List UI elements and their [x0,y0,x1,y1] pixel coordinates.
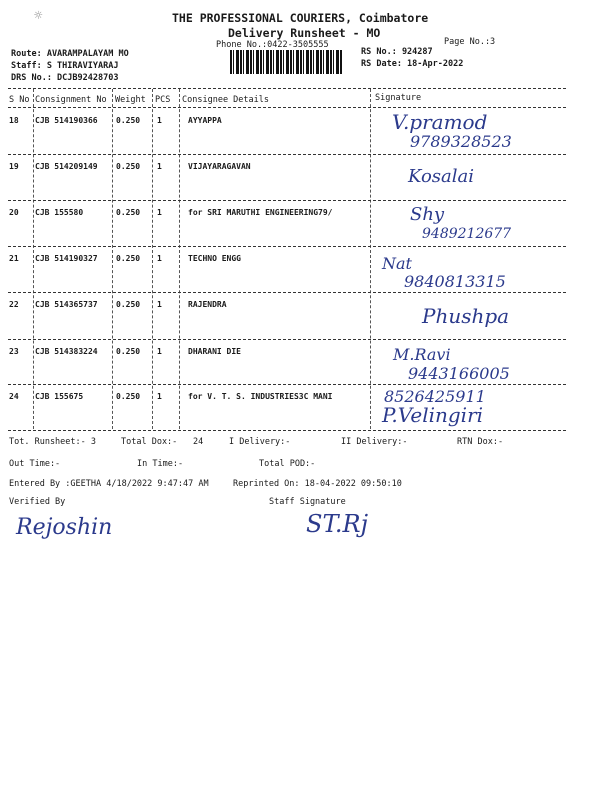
table-row-weight: 0.250 [116,208,141,217]
row-signature-phone: 8526425911 [384,387,486,406]
company-title: THE PROFESSIONAL COURIERS, Coimbatore [172,11,429,25]
total-dox-value: 24 [193,437,204,447]
table-row-weight: 0.250 [116,116,141,125]
staff-signature: ST.Rj [306,510,369,538]
logo-mark: ☼ [34,8,43,24]
table-row-consignee: VIJAYARAGAVAN [188,162,251,171]
table-row-consignee: TECHNO ENGG [188,254,241,263]
row-rule [8,292,566,293]
table-row-sno: 24 [9,392,19,401]
drs-number: DRS No.: DCJB92428703 [11,73,119,83]
row-signature: P.Velingiri [382,403,484,427]
col-separator [112,89,113,429]
col-weight: Weight [115,95,146,105]
table-row-sno: 22 [9,300,19,309]
col-pcs: PCS [155,95,171,105]
entered-by: Entered By :GEETHA 4/18/2022 9:47:47 AM [9,479,209,489]
row-signature: M.Ravi [393,345,451,364]
table-row-sno: 19 [9,162,19,171]
table-row-consignment: CJB 155580 [35,208,84,217]
table-row-consignment: CJB 514209149 [35,162,98,171]
table-row-weight: 0.250 [116,300,141,309]
total-dox-label: Total Dox:- [121,437,178,447]
phone-number: Phone No.:0422-3505555 [216,40,329,50]
runsheet-title: Delivery Runsheet - MO [228,26,381,40]
col-signature: Signature [375,93,422,103]
reprinted-on: Reprinted On: 18-04-2022 09:50:10 [233,479,402,489]
i-delivery: I Delivery:- [229,437,291,447]
row-rule [8,154,566,155]
table-row-consignment: CJB 514365737 [35,300,98,309]
table-row-pcs: 1 [157,208,162,217]
rtn-dox: RTN Dox:- [457,437,504,447]
verified-signature: Rejoshin [16,515,113,540]
table-row-consignment: CJB 155675 [35,392,84,401]
row-rule [8,200,566,201]
col-separator [179,89,180,429]
row-signature: Kosalai [408,166,475,187]
table-row-sno: 21 [9,254,19,263]
row-signature: Shy [410,204,445,225]
table-bottom-rule [8,430,566,431]
table-row-consignee: for V. T. S. INDUSTRIES3C MANI [188,392,333,401]
col-consignee: Consignee Details [182,95,269,105]
staff-signature-label: Staff Signature [269,497,346,507]
page-number: Page No.:3 [444,37,496,47]
row-signature: Nat [382,254,412,273]
row-rule [8,246,566,247]
table-row-consignee: AYYAPPA [188,116,222,125]
table-row-consignment: CJB 514383224 [35,347,98,356]
row-signature: Phushpa [422,304,510,328]
row-signature-phone: 9443166005 [408,364,510,383]
table-row-sno: 23 [9,347,19,356]
table-row-consignment: CJB 514190366 [35,116,98,125]
table-row-pcs: 1 [157,392,162,401]
table-row-weight: 0.250 [116,162,141,171]
table-row-consignee: for SRI MARUTHI ENGINEERING79/ [188,208,333,217]
row-rule [8,384,566,385]
table-row-weight: 0.250 [116,254,141,263]
table-top-rule [8,88,566,89]
col-separator [33,89,34,429]
table-row-weight: 0.250 [116,392,141,401]
row-signature: V.pramod [392,110,488,134]
route: Route: AVARAMPALAYAM MO [11,49,129,59]
rs-date: RS Date: 18-Apr-2022 [361,59,464,69]
col-separator [152,89,153,429]
staff: Staff: S THIRAVIYARAJ [11,61,119,71]
in-time: In Time:- [137,459,184,469]
barcode [230,50,342,74]
table-row-consignee: RAJENDRA [188,300,227,309]
table-row-weight: 0.250 [116,347,141,356]
ii-delivery: II Delivery:- [341,437,408,447]
table-row-pcs: 1 [157,254,162,263]
table-row-pcs: 1 [157,116,162,125]
row-signature-phone: 9489212677 [422,226,512,242]
row-signature-phone: 9840813315 [404,272,506,291]
row-rule [8,339,566,340]
verified-by-label: Verified By [9,497,66,507]
col-separator [370,89,371,429]
table-row-pcs: 1 [157,162,162,171]
table-row-sno: 20 [9,208,19,217]
col-sno: S No [9,95,30,105]
rs-number: RS No.: 924287 [361,47,433,57]
out-time: Out Time:- [9,459,61,469]
header-bottom-rule [8,107,566,108]
col-consignment: Consignment No [35,95,107,105]
table-row-sno: 18 [9,116,19,125]
total-pod: Total POD:- [259,459,316,469]
table-row-consignee: DHARANI DIE [188,347,241,356]
row-signature-phone: 9789328523 [410,132,512,151]
table-row-pcs: 1 [157,347,162,356]
table-row-consignment: CJB 514190327 [35,254,98,263]
table-row-pcs: 1 [157,300,162,309]
total-runsheet: Tot. Runsheet:- 3 [9,437,96,447]
